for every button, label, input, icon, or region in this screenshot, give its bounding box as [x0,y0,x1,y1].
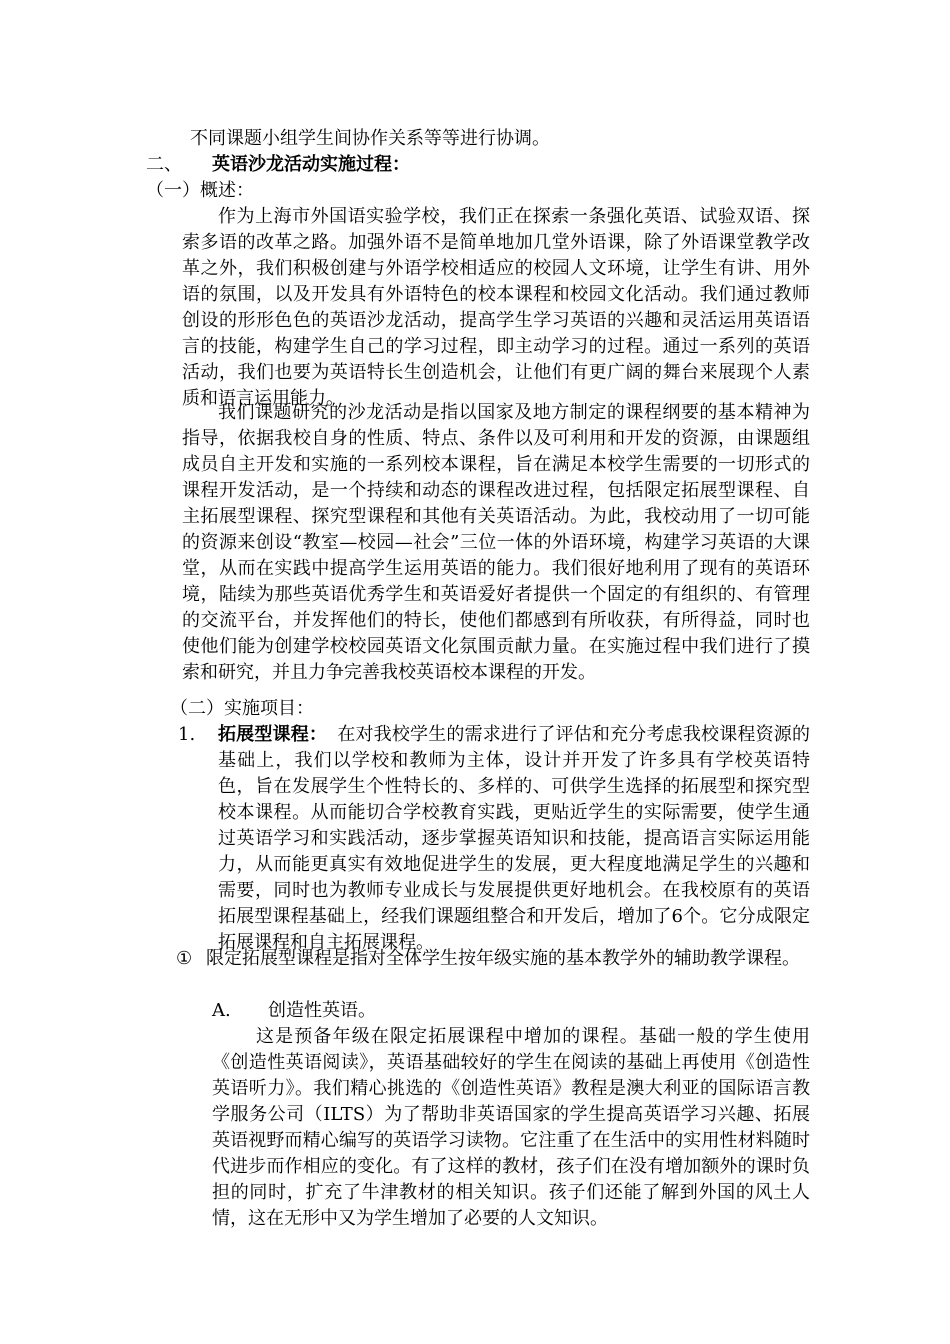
sub-item-1-text: 限定拓展型课程是指对全体学生按年级实施的基本教学外的辅助教学课程。 [206,948,800,969]
sub-a-paragraph: 这是预备年级在限定拓展课程中增加的课程。基础一般的学生使用《创造性英语阅读》，英语基础较好的学生在阅读的基础上再使用《创造性英语听力》。我们精心挑选的《创造性英语》教程是澳大利亚的国际语言教学服务公司（ILTS）为了帮助非英语国家的学生提高英语学习兴趣、拓展英语视野而精心编写的英语学习读物。它注重了在生活中的实用性材料随时代进步而作相应的变化。有了这样的教材，孩子们在没有增加额外的课时负担的同时，扩充了牛津教材的相关知识。孩子们还能了解到外国的风土人情，这在无形中又为学生增加了必要的人文知识。 [212,1026,810,1229]
overview-paragraph-2: 我们课题研究的沙龙活动是指以国家及地方制定的课程纲要的基本精神为指导，依据我校自身的性质、特点、条件以及可利用和开发的资源，由课题组成员自主开发和实施的一系列校本课程，旨在满足本校学生需要的一切形式的课程开发活动，是一个持续和动态的课程改进过程，包括限定拓展型课程、自主拓展型课程、探究型课程和其他有关英语活动。为此，我校动用了一切可能的资源来创设“教室—校园—社会”三位一体的外语环境，构建学习英语的大课堂，从而在实践中提高学生运用英语的能力。我们很好地利用了现有的英语环境，陆续为那些英语优秀学生和英语爱好者提供一个固定的有组织的、有管理的交流平台，并发挥他们的特长，使他们都感到有所收获，有所得益，同时也使他们能为创建学校校园英语文化氛围贡献力量。在实施过程中我们进行了摸索和研究，并且力争完善我校英语校本课程的开发。 [182,402,810,683]
item-1-number: 1. [178,724,196,745]
item-1-text: 在对我校学生的需求进行了评估和充分考虑我校课程资源的基础上，我们以学校和教师为主体，设计并开发了许多具有学校英语特色，旨在发展学生个性特长的、多样的、可供学生选择的拓展型和探究型校本课程。从而能切合学校教育实践，更贴近学生的实际需要，使学生通过英语学习和实践活动，逐步掌握英语知识和技能，提高语言实际运用能力，从而能更真实有效地促进学生的发展，更大程度地满足学生的兴趣和需要，同时也为教师专业成长与发展提供更好地机会。在我校原有的英语拓展型课程基础上，经我们课题组整合和开发后，增加了6个。它分成限定拓展课程和自主拓展课程。 [218,724,810,953]
overview-heading: （一）概述： [146,180,254,201]
section-number: 二、 [146,154,182,175]
item-1-body [218,722,810,956]
sub-item-1-marker: ① [176,948,193,969]
overview-paragraph-1: 作为上海市外国语实验学校，我们正在探索一条强化英语、试验双语、探索多语的改革之路。加强外语不是简单地加几堂外语课，除了外语课堂教学改革之外，我们积极创建与外语学校相适应的校园人文环境，让学生有讲、用外语的氛围，以及开发具有外语特色的校本课程和校园文化活动。我们通过教师创设的形形色色的英语沙龙活动，提高学生学习英语的兴趣和灵活运用英语语言的技能，构建学生自己的学习过程，即主动学习的过程。通过一系列的英语活动，我们也要为英语特长生创造机会，让他们有更广阔的舞台来展现个人素质和语言运用能力。 [182,206,810,409]
implementation-heading: （二）实施项目： [170,698,314,719]
section-title: 英语沙龙活动实施过程： [212,154,410,175]
sub-a-title: 创造性英语。 [268,1000,376,1021]
sub-a-marker: A. [212,1000,231,1021]
item-1-title: 拓展型课程： [218,724,328,745]
intro-continuation: 不同课题小组学生间协作关系等等进行协调。 [190,128,550,149]
